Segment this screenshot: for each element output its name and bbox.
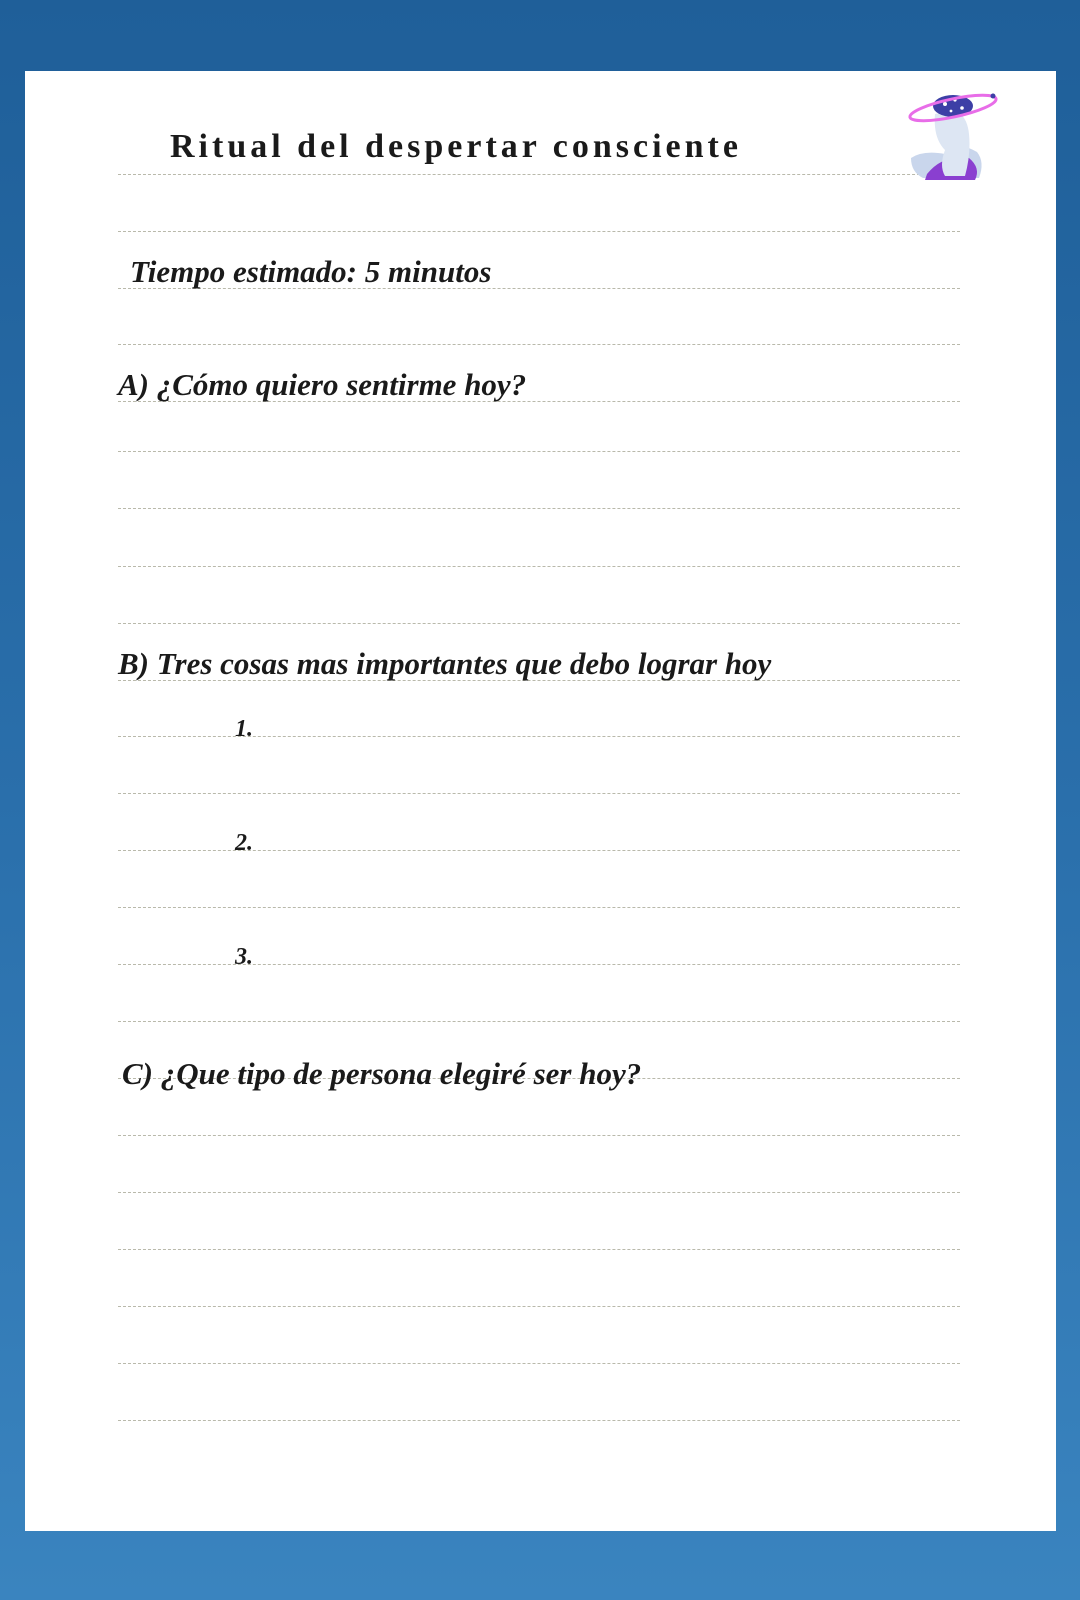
ruled-line (118, 1192, 960, 1193)
worksheet-page (25, 71, 1056, 1531)
ruled-line (118, 1135, 960, 1136)
ruled-line (118, 451, 960, 452)
ruled-line (118, 344, 960, 345)
ruled-line (118, 1249, 960, 1250)
ruled-line (118, 1021, 960, 1022)
list-item-number: 1. (235, 716, 253, 742)
list-item-number: 2. (235, 830, 253, 856)
ruled-line (118, 1363, 960, 1364)
ruled-line (118, 566, 960, 567)
page-title: Ritual del despertar consciente (170, 128, 742, 165)
section-b-heading: B) Tres cosas mas importantes que debo lograr hoy (118, 646, 772, 681)
subtitle-time: Tiempo estimado: 5 minutos (130, 254, 492, 289)
ruled-line (118, 231, 960, 232)
ruled-line (118, 1420, 960, 1421)
ruled-line (118, 793, 960, 794)
ruled-line (118, 508, 960, 509)
section-c-heading: C) ¿Que tipo de persona elegiré ser hoy? (122, 1056, 642, 1091)
ruled-line (118, 907, 960, 908)
list-item-number: 3. (235, 944, 253, 970)
ruled-line (118, 623, 960, 624)
mindful-head-icon (905, 84, 1001, 182)
ruled-line (118, 174, 960, 175)
section-a-heading: A) ¿Cómo quiero sentirme hoy? (118, 367, 527, 402)
ruled-line (118, 1306, 960, 1307)
